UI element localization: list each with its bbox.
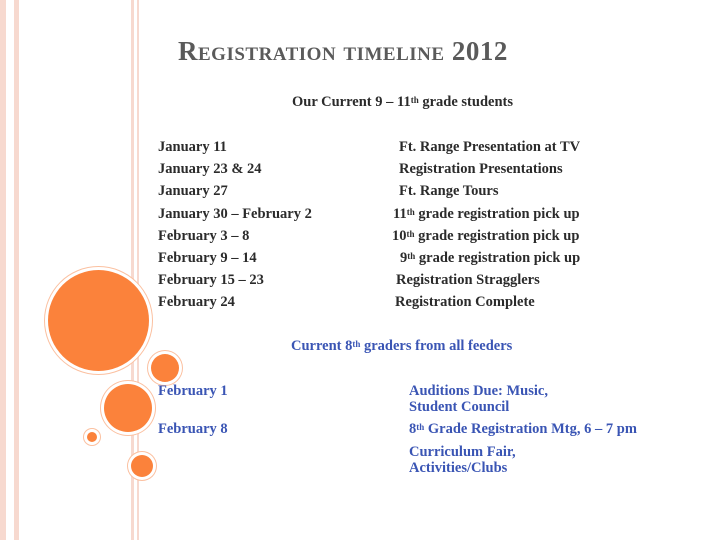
- timeline-date: January 30 – February 2: [158, 206, 312, 222]
- timeline-event: Curriculum Fair,: [409, 444, 516, 460]
- timeline-event: Registration Complete: [395, 294, 535, 310]
- decor-circle-small-bottom: [131, 455, 153, 477]
- timeline-date: February 15 – 23: [158, 272, 264, 288]
- timeline-event: Auditions Due: Music,: [409, 383, 548, 399]
- timeline-date: January 27: [158, 183, 228, 199]
- section2-heading: Current 8th graders from all feeders: [291, 338, 513, 354]
- decor-circle-small: [151, 354, 179, 382]
- timeline-event: 10th grade registration pick up: [392, 228, 580, 244]
- timeline-event: Registration Stragglers: [396, 272, 540, 288]
- timeline-event: 9th grade registration pick up: [400, 250, 581, 266]
- timeline-event: Ft. Range Presentation at TV: [399, 139, 581, 155]
- timeline-event: Registration Presentations: [399, 161, 563, 177]
- timeline-event: 11th grade registration pick up: [393, 206, 580, 222]
- timeline-date: February 1: [158, 383, 228, 399]
- decor-circle-tiny: [87, 432, 97, 442]
- timeline-event: Student Council: [409, 399, 510, 415]
- decor-circle-large: [48, 270, 149, 371]
- decor-stripe: [0, 0, 6, 540]
- timeline-date: February 9 – 14: [158, 250, 257, 266]
- slide-title: Registration timeline 2012: [178, 36, 508, 66]
- decor-circle-medium: [104, 384, 152, 432]
- timeline-date: February 3 – 8: [158, 228, 250, 244]
- section1-heading: Our Current 9 – 11th grade students: [292, 94, 513, 110]
- decor-stripe: [14, 0, 19, 540]
- timeline-date: January 23 & 24: [158, 161, 262, 177]
- timeline-date: February 24: [158, 294, 235, 310]
- timeline-date: January 11: [158, 139, 227, 155]
- timeline-event: Activities/Clubs: [409, 460, 508, 476]
- timeline-event: Ft. Range Tours: [399, 183, 499, 199]
- timeline-date: February 8: [158, 421, 228, 437]
- timeline-event: 8th Grade Registration Mtg, 6 – 7 pm: [409, 421, 637, 437]
